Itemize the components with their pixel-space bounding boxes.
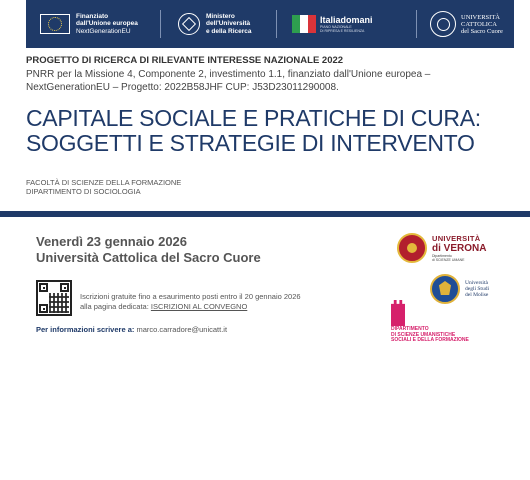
dsu-logo	[391, 300, 521, 343]
event-title-line1: CAPITALE SOCIALE E PRATICHE DI CURA:	[26, 105, 481, 131]
project-heading: PROGETTO DI RICERCA DI RILEVANTE INTERESSE NAZIONALE 2022	[26, 55, 344, 66]
pnrr-funding-text: PNRR per la Missione 4, Componente 2, investimento 1.1, finanziato dall'Unione europea – NextGenerationEU – Progetto: 2022B58JHF CUP: J53D23011290008.	[26, 69, 431, 93]
logo-separator	[416, 10, 417, 38]
verona-logo	[397, 232, 486, 264]
eu-line3: NextGenerationEU	[76, 27, 131, 35]
event-venue: Università Cattolica del Sacro Cuore	[36, 250, 261, 265]
section-divider	[0, 211, 530, 217]
italiadomani-sub1: PIANO NAZIONALE	[320, 25, 352, 29]
dsu-line3: SOCIALI E DELLA FORMAZIONE	[391, 337, 469, 343]
verona-line3a: Dipartimento	[432, 253, 452, 258]
molise-line3: del Molise	[465, 292, 489, 298]
logo-band	[26, 0, 514, 48]
faculty-name: FACOLTÀ DI SCIENZE DELLA FORMAZIONE	[26, 178, 182, 187]
logo-separator	[160, 10, 161, 38]
mur-line3: e della Ricerca	[206, 27, 252, 35]
eu-logo	[40, 0, 138, 48]
verona-line2: di VERONA	[432, 242, 487, 254]
molise-line2: degli Studi	[465, 286, 489, 292]
cattolica-logo	[430, 0, 503, 48]
registration-prefix: alla pagina dedicata:	[80, 302, 151, 311]
mur-logo	[178, 0, 252, 48]
republic-emblem-icon	[178, 13, 200, 35]
italiadomani-title: Italiadomani	[320, 15, 373, 25]
italy-flag-icon	[292, 15, 316, 33]
verona-seal-icon	[397, 233, 427, 263]
molise-line1: Università	[465, 280, 488, 286]
italiadomani-sub2: DI RIPRESA E RESILIENZA	[320, 29, 365, 33]
event-title	[26, 106, 526, 156]
mur-line2: dell'Università	[206, 20, 251, 28]
eu-line1: Finanziato	[76, 12, 109, 20]
event-title-line2: SOGGETTI E STRATEGIE DI INTERVENTO	[26, 130, 475, 156]
verona-line1: UNIVERSITÀ	[432, 233, 481, 243]
registration-info	[80, 292, 301, 312]
event-date: Venerdì 23 gennaio 2026	[36, 234, 188, 249]
mur-line1: Ministero	[206, 12, 235, 20]
eu-flag-icon	[40, 14, 70, 34]
eu-line2: dall'Unione europea	[76, 20, 138, 28]
cattolica-line2: CATTOLICA	[461, 20, 497, 28]
cattolica-line3: del Sacro Cuore	[461, 27, 503, 35]
verona-line3b: di SCIENZE UMANE	[432, 257, 465, 262]
italiadomani-logo	[292, 0, 373, 48]
registration-deadline: Iscrizioni gratuite fino a esaurimento posti entro il 20 gennaio 2026	[80, 292, 301, 301]
dsu-tower-icon	[391, 300, 405, 326]
department-name: DIPARTIMENTO DI SOCIOLOGIA	[26, 187, 141, 196]
faculty-block	[26, 178, 181, 196]
dsu-line1: DIPARTIMENTO	[391, 326, 429, 332]
contact-info	[36, 325, 227, 334]
cattolica-line1: UNIVERSITÀ	[461, 13, 500, 21]
dsu-line2: DI SCIENZE UMANISTICHE	[391, 331, 456, 338]
cattolica-seal-icon	[430, 11, 456, 37]
contact-email[interactable]: marco.carradore@unicatt.it	[136, 325, 228, 334]
registration-link[interactable]: ISCRIZIONI AL CONVEGNO	[150, 302, 248, 311]
qr-code-icon[interactable]	[36, 280, 72, 316]
logo-separator	[276, 10, 277, 38]
contact-label: Per informazioni scrivere a:	[36, 325, 135, 334]
